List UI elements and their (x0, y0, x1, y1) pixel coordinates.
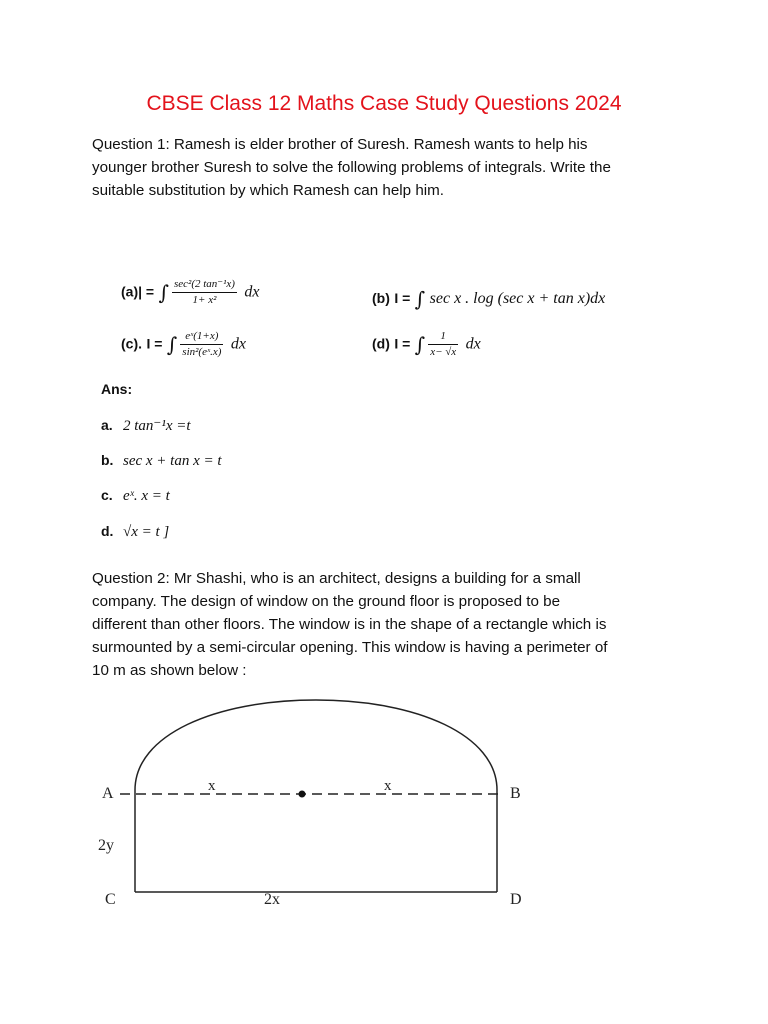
label-height: 2y (98, 837, 114, 854)
answer-a-key: a. (101, 417, 113, 433)
problem-d (372, 330, 481, 359)
center-point (299, 791, 306, 798)
problem-c-numerator: eˣ(1+x) (180, 330, 223, 345)
label-width: 2x (264, 891, 280, 908)
answer-c (101, 487, 170, 505)
integral-sign: ∫ (166, 332, 178, 357)
question-2-line: different than other floors. The window is in the shape of a rectangle which is (92, 616, 607, 633)
problem-b-label: (b) (372, 290, 390, 307)
question-1-line: younger brother Suresh to solve the following problems of integrals. Write the (92, 159, 611, 176)
problem-c (121, 330, 246, 359)
problem-b (372, 287, 605, 311)
problem-a-prefix: | = (138, 283, 155, 300)
answer-b-key: b. (101, 452, 114, 468)
integral-sign: ∫ (158, 280, 169, 305)
problem-d-label: (d) (372, 335, 390, 352)
question-1-line: suitable substitution by which Ramesh can help him. (92, 182, 445, 199)
answers-heading: Ans: (101, 381, 133, 397)
question-2-line: Question 2: Mr Shashi, who is an architect, designs a building for a small (92, 570, 581, 587)
label-x-right: x (384, 778, 392, 794)
problem-d-numerator: 1 (428, 330, 458, 345)
semicircle-arc (135, 700, 497, 790)
problem-a-dx: dx (244, 283, 260, 301)
answer-c-key: c. (101, 487, 113, 503)
answer-c-text: eˣ. x = t (123, 488, 170, 504)
problem-d-dx: dx (465, 335, 481, 353)
label-b: B (510, 785, 521, 802)
answer-b-text: sec x + tan x = t (123, 453, 222, 469)
problem-b-expression: sec x . log (sec x + tan x)dx (429, 290, 606, 308)
answer-d-text: √x = t ] (123, 524, 170, 540)
question-2-line: company. The design of window on the ground floor is proposed to be (92, 593, 561, 610)
problem-a-label: (a) (121, 283, 139, 300)
question-2-line: surmounted by a semi-circular opening. This window is having a perimeter of (92, 639, 608, 656)
problem-a-denominator: 1+ x² (192, 294, 217, 306)
answer-d (101, 523, 169, 541)
problem-a (121, 278, 260, 307)
question-1-text (92, 133, 692, 202)
problem-d-fraction (428, 330, 458, 359)
integral-sign: ∫ (414, 287, 426, 311)
page-title: CBSE Class 12 Maths Case Study Questions 2024 (146, 92, 622, 115)
problem-a-fraction (172, 278, 237, 307)
problem-c-prefix: I = (146, 335, 163, 352)
label-d: D (510, 891, 522, 908)
problem-a-numerator: sec²(2 tan⁻¹x) (172, 278, 237, 293)
problem-c-label: (c). (121, 335, 142, 352)
problem-b-prefix: I = (394, 290, 411, 307)
problem-c-fraction (180, 330, 223, 359)
window-diagram (90, 690, 550, 930)
problem-d-denominator: x− √x (430, 346, 457, 358)
problem-c-dx: dx (230, 335, 246, 353)
question-1-line: Question 1: Ramesh is elder brother of Suresh. Ramesh wants to help his (92, 136, 588, 153)
label-x-left: x (208, 778, 216, 794)
question-2-line: 10 m as shown below : (92, 662, 247, 679)
answer-b (101, 452, 222, 470)
answer-a-text: 2 tan⁻¹x =t (123, 418, 191, 434)
answer-a (101, 416, 191, 435)
problem-d-prefix: I = (394, 335, 411, 352)
answer-d-key: d. (101, 523, 114, 539)
question-2-text (92, 567, 692, 682)
label-c: C (105, 891, 116, 908)
problem-c-denominator: sin²(eˣ.x) (182, 346, 222, 358)
integral-sign: ∫ (414, 332, 426, 357)
label-a: A (102, 785, 114, 802)
